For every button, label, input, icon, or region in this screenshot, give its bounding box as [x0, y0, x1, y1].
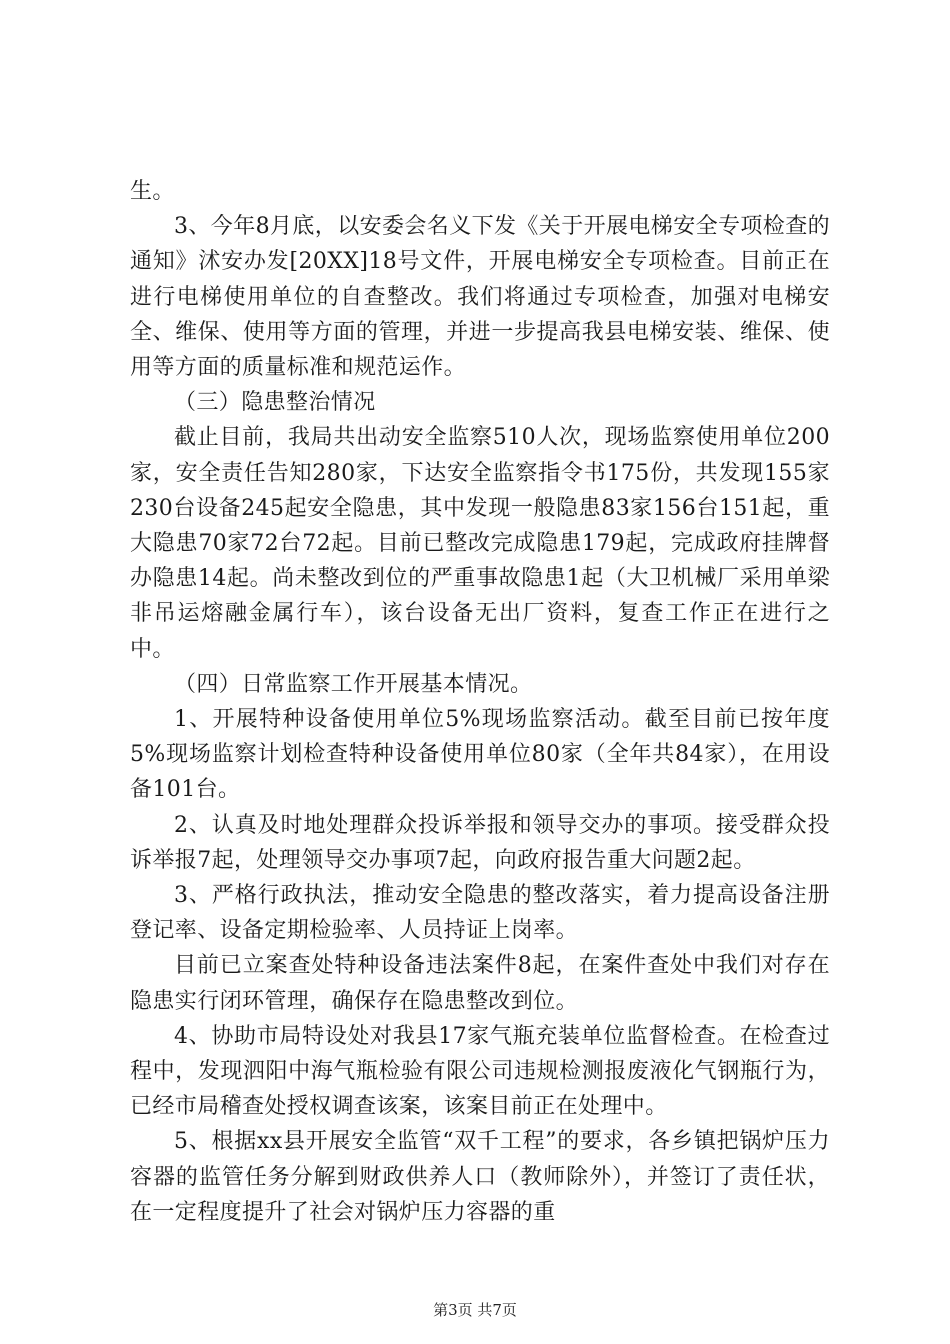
- paragraph: 目前已立案查处特种设备违法案件8起，在案件查处中我们对存在隐患实行闭环管理，确保存在隐患整改到位。: [130, 953, 830, 1014]
- paragraph: 2、认真及时地处理群众投诉举报和领导交办的事项。接受群众投诉举报7起，处理领导交办事项7起，向政府报告重大问题2起。: [130, 812, 830, 873]
- page-number: 第3页 共7页: [433, 1301, 517, 1319]
- paragraph: 4、协助市局特设处对我县17家气瓶充装单位监督检查。在检查过程中，发现泗阳中海气瓶检验有限公司违规检测报废液化气钢瓶行为，已经市局稽查处授权调查该案，该案目前正在处理中。: [130, 1023, 830, 1120]
- page-footer: [0, 1300, 950, 1320]
- paragraph: 1、开展特种设备使用单位5%现场监察活动。截至目前已按年度5%现场监察计划检查特种设备使用单位80家（全年共84家），在用设备101台。: [130, 707, 830, 803]
- paragraph: 3、严格行政执法，推动安全隐患的整改落实，着力提高设备注册登记率、设备定期检验率、人员持证上岗率。: [130, 883, 830, 944]
- paragraph: 生。: [130, 179, 175, 204]
- paragraph: 截止目前，我局共出动安全监察510人次，现场监察使用单位200家，安全责任告知280家，下达安全监察指令书175份，共发现155家230台设备245起安全隐患，其中发现一般隐患83家156台151起，重大隐患70家72台72起。目前已整改完成隐患179起，完成政府挂牌督办隐患14起。尚未整改到位的严重事故隐患1起（大卫机械厂采用单梁非吊运熔融金属行车），该台设备无出厂资料，复查工作正在进行之中。: [130, 425, 830, 662]
- section-heading: （四）日常监察工作开展基本情况。: [174, 671, 533, 697]
- section-heading: （三）隐患整治情况: [174, 390, 376, 416]
- paragraph: 5、根据xx县开展安全监管“双千工程”的要求，各乡镇把锅炉压力容器的监管任务分解到财政供养人口（教师除外），并签订了责任状，在一定程度提升了社会对锅炉压力容器的重: [130, 1129, 830, 1225]
- document-body: [130, 174, 830, 1230]
- paragraph: 3、今年8月底，以安委会名义下发《关于开展电梯安全专项检查的通知》沭安办发[20XX]18号文件，开展电梯安全专项检查。目前正在进行电梯使用单位的自查整改。我们将通过专项检查，加强对电梯安全、维保、使用等方面的管理，并进一步提高我县电梯安装、维保、使用等方面的质量标准和规范运作。: [130, 214, 830, 381]
